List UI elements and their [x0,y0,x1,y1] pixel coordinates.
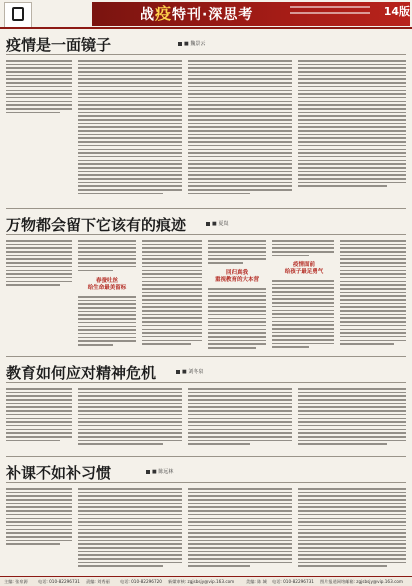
article-lede [6,60,72,132]
article-byline: ■ 夏岚 [206,220,228,227]
masthead [0,0,412,28]
divider [6,482,406,483]
footer-item: 美编: 陈 城 [246,579,267,584]
article-column [188,60,292,202]
article-traces [0,208,412,356]
article-tutoring [0,456,412,574]
footer-item: 责编: 刘秀丽 [86,579,110,584]
article-column [78,240,136,274]
article-column [298,388,406,450]
article-headline: 补课不如补习惯 [6,464,112,482]
article-column [188,388,292,450]
article-headline: 教育如何应对精神危机 [6,364,157,382]
article-byline: ■ 魏景云 [178,40,205,47]
divider [6,382,406,383]
article-byline: ■ 陈远林 [146,468,173,475]
divider [6,208,406,209]
article-lede [6,240,72,296]
article-byline: ■ 刘冬泉 [176,368,203,375]
article-mirror [0,30,412,206]
article-headline: 疫情是一面镜子 [6,36,112,54]
article-column [272,240,334,260]
masthead-date-block [290,6,370,22]
masthead-emblem-icon [4,2,32,28]
article-column [142,240,202,352]
article-headline: 万物都会留下它该有的痕迹 [6,216,187,234]
article-column [78,388,182,450]
article-column [340,240,406,352]
subheading: 春蚕吐丝 给生命最美留标 [87,278,127,291]
divider [6,54,406,55]
footer-item: 新媒审核: zgjsbsjy@vip.163.com [168,579,235,584]
article-column [208,240,266,266]
article-column [272,280,334,352]
footer-item: 电话: 010-82296720 [120,579,162,584]
article-column [78,488,182,572]
footer-item: 主编: 张泉源 [4,579,28,584]
article-lede [6,388,72,448]
footer-item: 电话: 010-82296731 [38,579,80,584]
divider [6,234,406,235]
article-column [298,60,406,202]
subheading: 疫情面前 给孩子最足勇气 [284,262,324,275]
article-crisis [0,356,412,454]
page-number: 14版 [383,5,410,18]
article-column [208,288,266,352]
footer-item: 图片报道网络邮箱: zgjsbsjy@vip.163.com [320,579,404,584]
subheading: 回归真我 重视教育的大本营 [214,270,259,283]
masthead-rule [0,27,412,29]
article-column [78,296,136,352]
section-title: 战疫特刊·深思考 [140,4,254,23]
article-lede [6,488,72,552]
article-column [78,60,182,202]
divider [6,356,406,357]
article-column [298,488,406,572]
article-column [188,488,292,572]
footer-item: 电话: 010-82296731 [272,579,314,584]
divider [6,456,406,457]
